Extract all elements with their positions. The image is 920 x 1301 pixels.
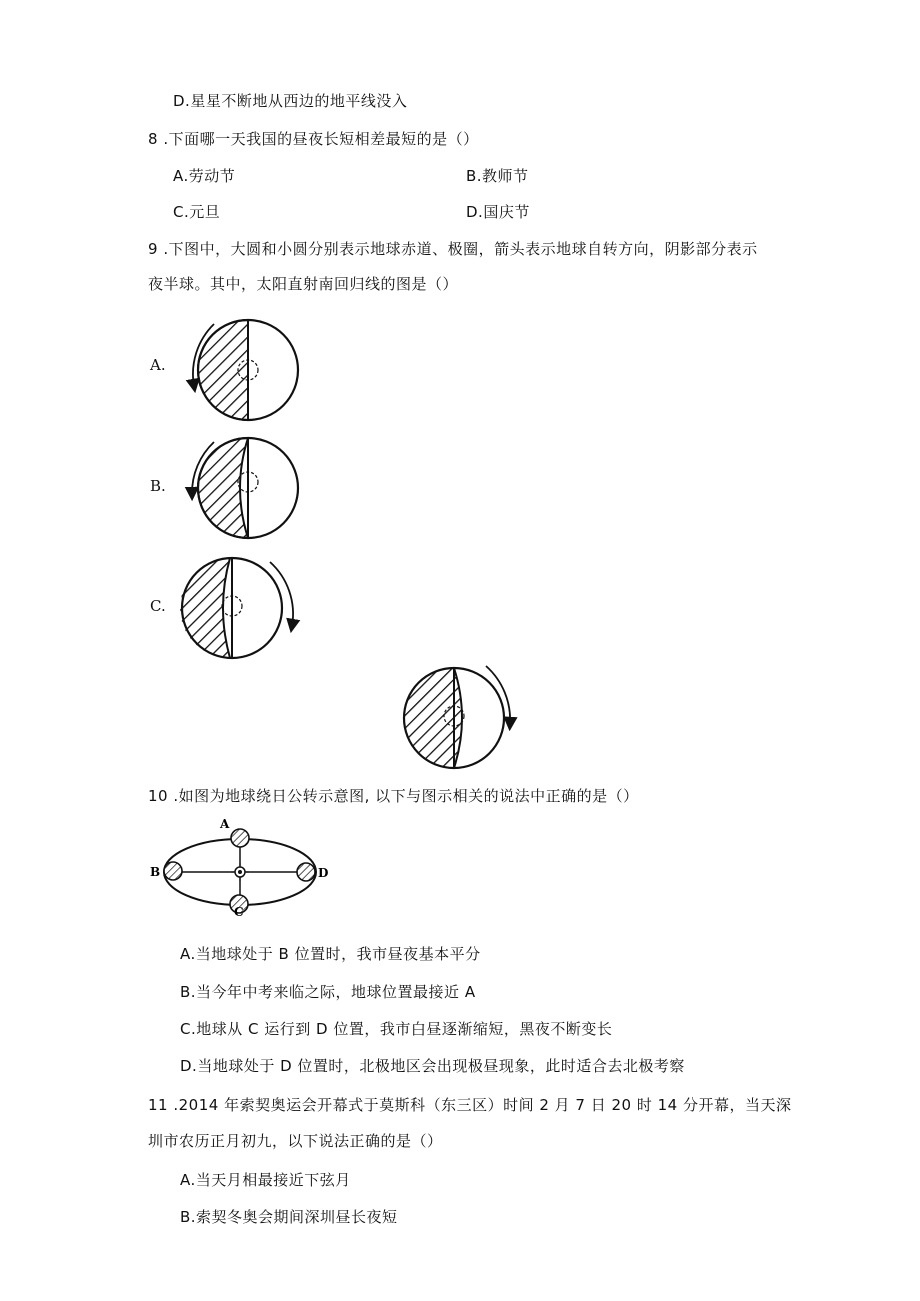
q9-figure-b <box>170 432 310 544</box>
q8-option-c: C.元旦 <box>173 203 221 221</box>
q9-stem-text: .下图中，大圆和小圆分别表示地球赤道、极圈，箭头表示地球自转方向，阴影部分表示 <box>163 240 758 258</box>
q9-fig-label-a: A. <box>150 356 166 374</box>
q8-option-a: A.劳动节 <box>173 167 236 185</box>
q8-stem-text: .下面哪一天我国的昼夜长短相差最短的是（） <box>163 130 479 148</box>
orbit-label-d: D <box>318 866 329 880</box>
q9-figure-a <box>170 312 310 422</box>
orbit-label-b: B <box>150 865 161 879</box>
q11-stem-line2: 圳市农历正月初九，以下说法正确的是（） <box>148 1132 443 1150</box>
q9-stem-line2: 夜半球。其中，太阳直射南回归线的图是（） <box>148 275 459 293</box>
q10-stem <box>148 785 639 807</box>
q10-option-c: C.地球从 C 运行到 D 位置，我市白昼逐渐缩短，黑夜不断变长 <box>180 1020 613 1038</box>
q8-option-d: D.国庆节 <box>466 203 530 221</box>
q9-fig-label-c: C. <box>150 597 166 615</box>
q10-option-a: A.当地球处于 B 位置时，我市昼夜基本平分 <box>180 945 481 963</box>
q8-stem <box>148 128 479 150</box>
q7-option-d: D.星星不断地从西边的地平线没入 <box>173 92 408 110</box>
q9-stem-line1 <box>148 238 758 260</box>
orbit-label-c: C <box>234 905 244 918</box>
orbit-label-a: A <box>220 817 230 831</box>
q11-option-a: A.当天月相最接近下弦月 <box>180 1171 351 1189</box>
q8-number: 8 <box>148 130 159 148</box>
q11-option-b: B.索契冬奥会期间深圳昼长夜短 <box>180 1208 398 1226</box>
q8-option-b: B.教师节 <box>466 167 529 185</box>
q9-number: 9 <box>148 240 159 258</box>
q10-number: 10 <box>148 787 169 805</box>
q10-option-d: D.当地球处于 D 位置时，北极地区会出现极昼现象，此时适合去北极考察 <box>180 1057 685 1075</box>
q9-fig-label-b: B. <box>150 477 166 495</box>
q11-stem-text: .2014 年索契奥运会开幕式于莫斯科（东三区）时间 2 月 7 日 20 时 14 分开幕，当天深 <box>173 1096 792 1114</box>
q10-orbit-diagram <box>146 816 336 918</box>
q10-option-b: B.当今年中考来临之际，地球位置最接近 A <box>180 983 476 1001</box>
q11-stem-line1 <box>148 1094 792 1116</box>
q11-number: 11 <box>148 1096 169 1114</box>
q9-figure-d <box>396 660 526 772</box>
q9-figure-c <box>172 554 312 662</box>
q10-stem-text: .如图为地球绕日公转示意图, 以下与图示相关的说法中正确的是（） <box>173 787 639 805</box>
